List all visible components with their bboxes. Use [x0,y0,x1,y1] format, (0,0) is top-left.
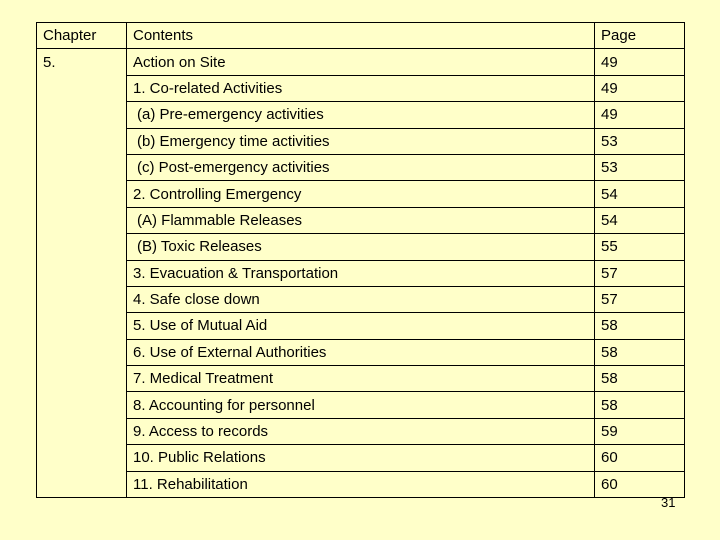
contents-cell: 9. Access to records [127,418,595,444]
page-cell: 53 [595,128,685,154]
page-cell: 49 [595,49,685,75]
chapter-cell [37,75,127,101]
page-cell: 58 [595,366,685,392]
chapter-cell [37,366,127,392]
page-cell: 58 [595,392,685,418]
chapter-cell [37,181,127,207]
table-row [37,49,685,75]
table-row [37,128,685,154]
chapter-cell [37,392,127,418]
contents-cell: 1. Co-related Activities [127,75,595,101]
page-cell: 60 [595,471,685,497]
slide-number: 31 [661,495,676,510]
contents-cell: 11. Rehabilitation [127,471,595,497]
page-cell: 60 [595,445,685,471]
table-row [37,445,685,471]
contents-cell: 7. Medical Treatment [127,366,595,392]
page-cell: 53 [595,154,685,180]
table-row [37,260,685,286]
table-row [37,207,685,233]
header-contents: Contents [127,23,595,49]
table-row [37,75,685,101]
contents-cell: Action on Site [127,49,595,75]
page-cell: 57 [595,260,685,286]
chapter-cell [37,313,127,339]
contents-cell: 8. Accounting for personnel [127,392,595,418]
page-cell: 57 [595,286,685,312]
table-row [37,234,685,260]
contents-cell: (A) Flammable Releases [127,207,595,233]
chapter-cell [37,471,127,497]
table-row [37,418,685,444]
contents-table [36,22,685,498]
page-cell: 49 [595,75,685,101]
contents-cell: (B) Toxic Releases [127,234,595,260]
chapter-cell [37,445,127,471]
page-cell: 49 [595,102,685,128]
page-cell: 58 [595,339,685,365]
chapter-cell [37,339,127,365]
page-cell: 55 [595,234,685,260]
contents-cell: (c) Post-emergency activities [127,154,595,180]
chapter-cell [37,418,127,444]
table-row [37,313,685,339]
page-cell: 59 [595,418,685,444]
contents-cell: 5. Use of Mutual Aid [127,313,595,339]
table-row [37,181,685,207]
chapter-cell [37,234,127,260]
chapter-cell [37,102,127,128]
chapter-cell [37,128,127,154]
page-cell: 54 [595,207,685,233]
chapter-cell: 5. [37,49,127,75]
contents-cell: (a) Pre-emergency activities [127,102,595,128]
table-row [37,154,685,180]
table-header-row [37,23,685,49]
table-row [37,366,685,392]
contents-cell: 2. Controlling Emergency [127,181,595,207]
page-cell: 58 [595,313,685,339]
header-page: Page [595,23,685,49]
table-row [37,471,685,497]
table-row [37,392,685,418]
contents-cell: 10. Public Relations [127,445,595,471]
table-row [37,102,685,128]
contents-cell: 6. Use of External Authorities [127,339,595,365]
chapter-cell [37,154,127,180]
header-chapter: Chapter [37,23,127,49]
table-row [37,286,685,312]
contents-cell: 4. Safe close down [127,286,595,312]
contents-cell: 3. Evacuation & Transportation [127,260,595,286]
page-cell: 54 [595,181,685,207]
chapter-cell [37,260,127,286]
contents-cell: (b) Emergency time activities [127,128,595,154]
chapter-cell [37,207,127,233]
chapter-cell [37,286,127,312]
table-row [37,339,685,365]
